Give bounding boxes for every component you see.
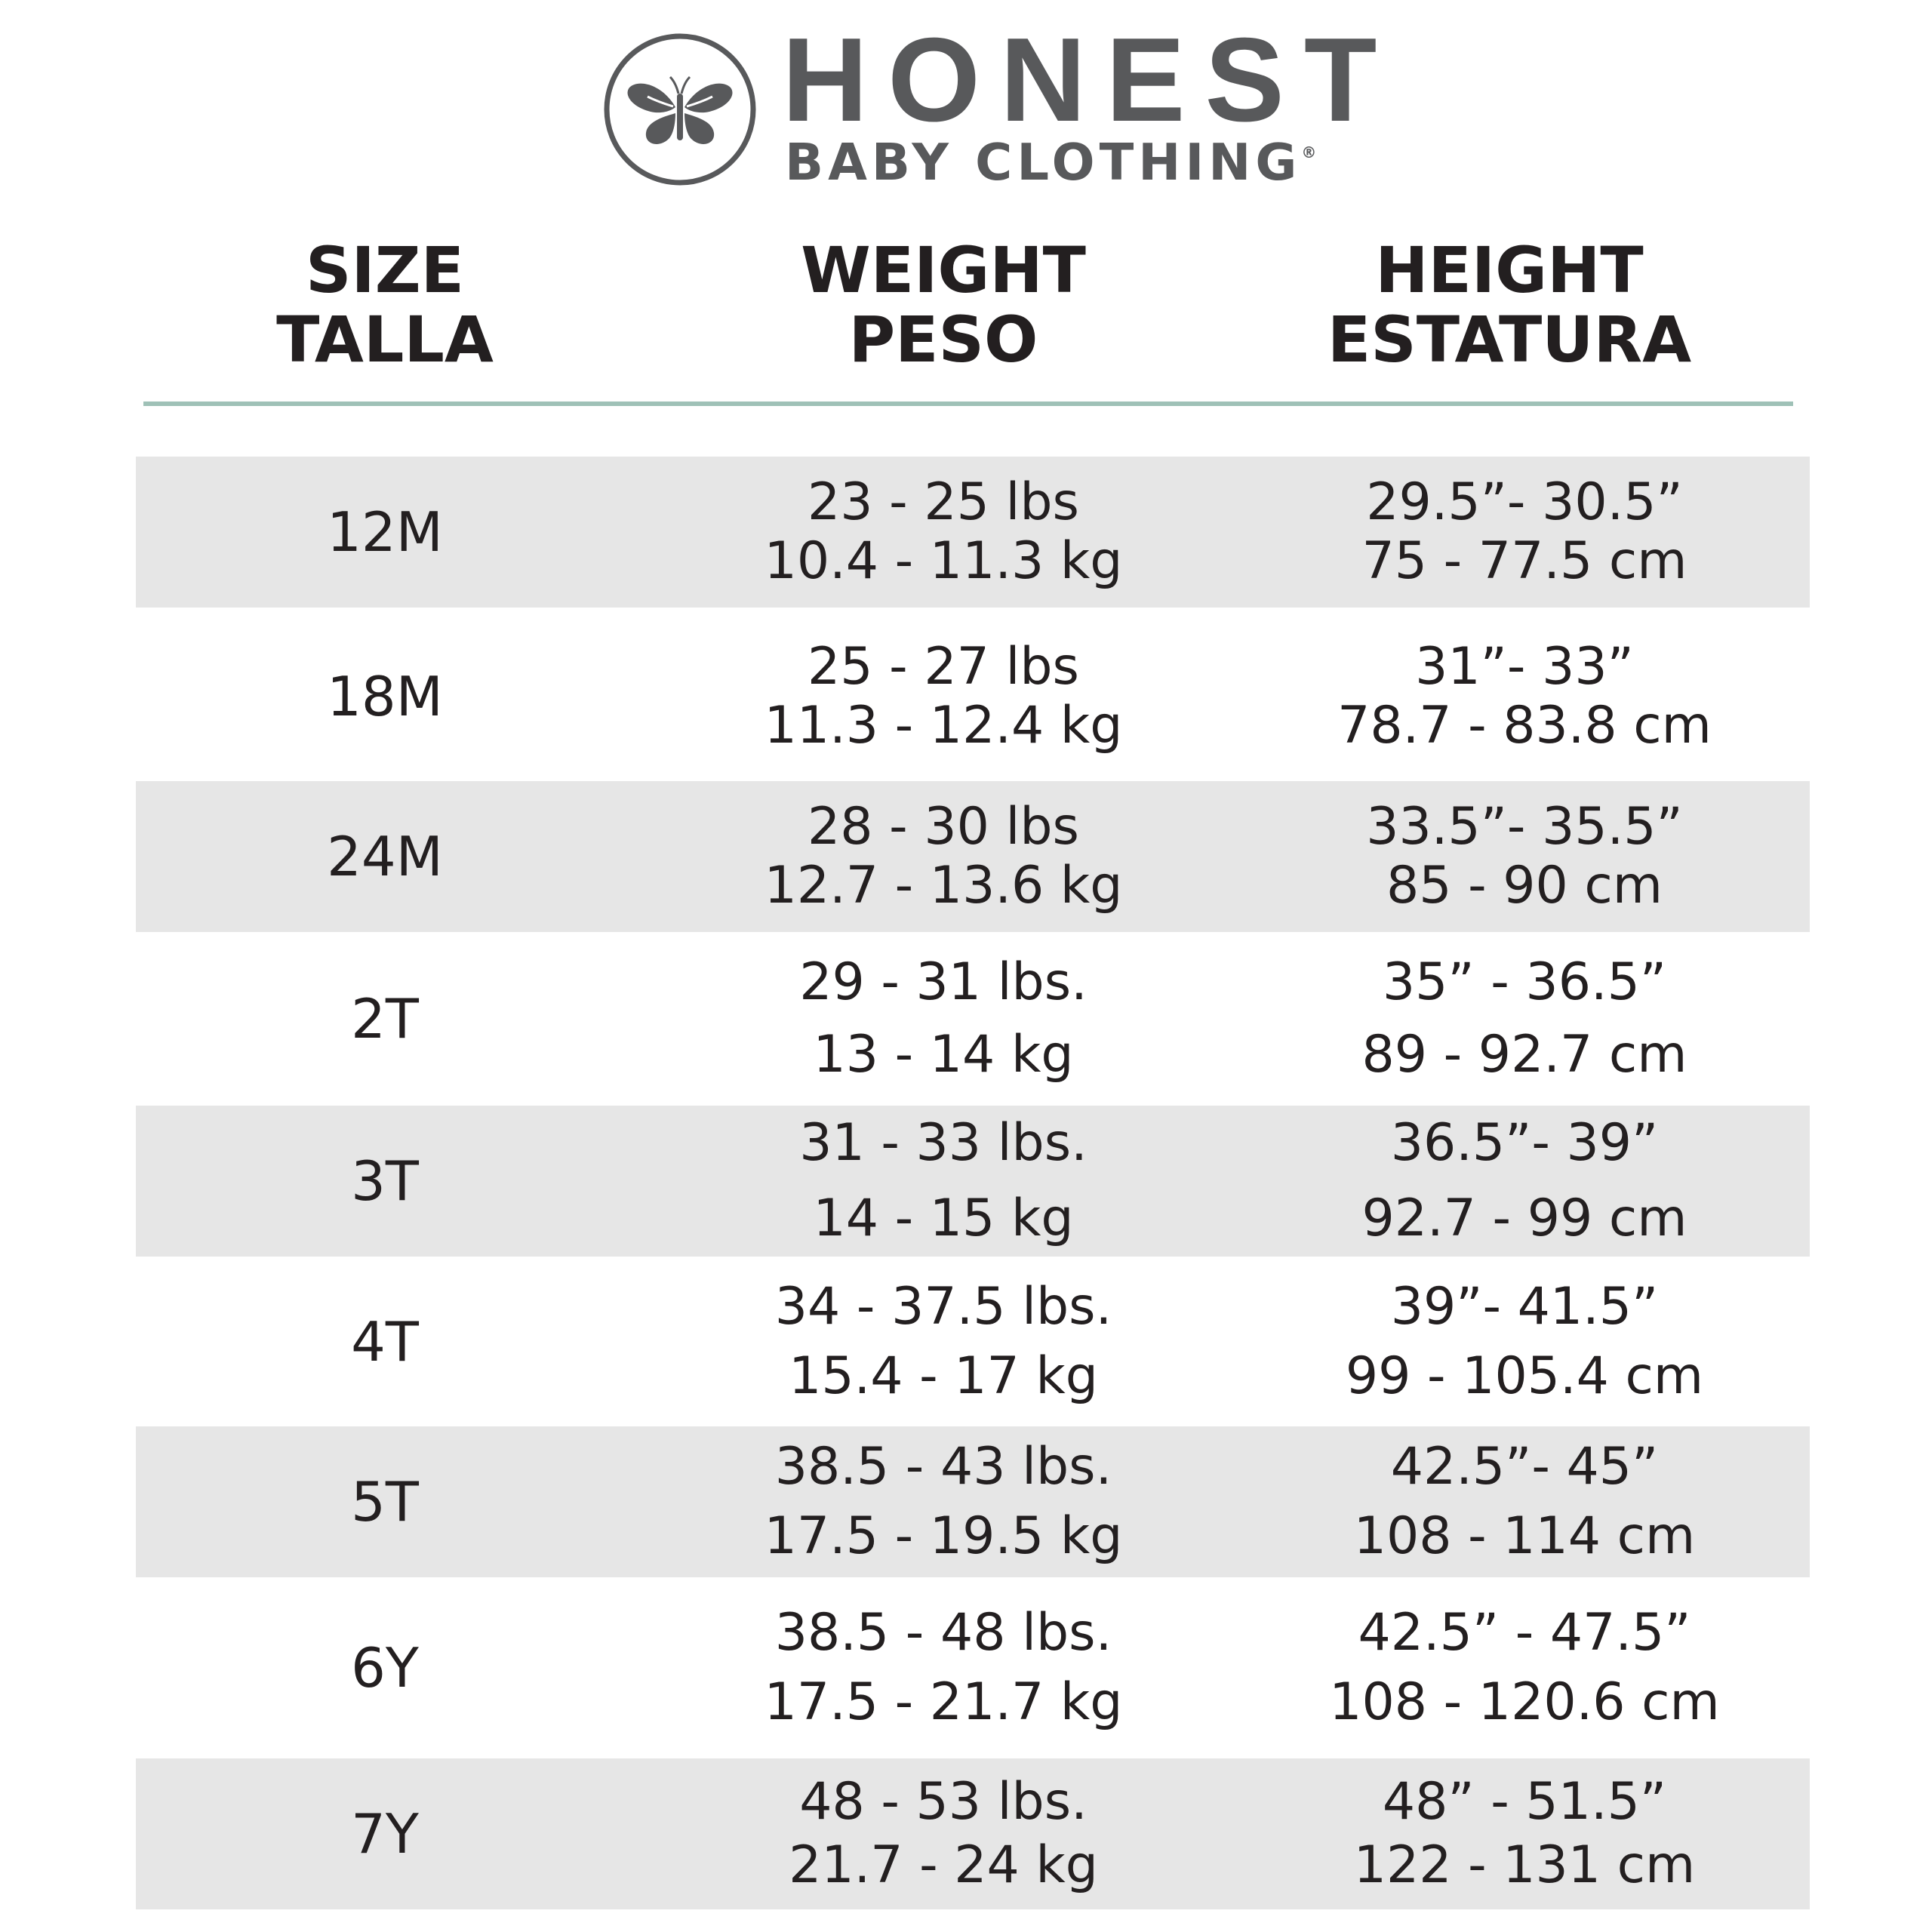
height-in: 31”- 33” [1415, 636, 1634, 697]
brand-subtitle [785, 133, 1316, 192]
weight-lbs: 38.5 - 43 lbs. [774, 1437, 1112, 1497]
weight-lbs: 38.5 - 48 lbs. [774, 1603, 1112, 1663]
weight-kg: 14 - 15 kg [813, 1189, 1074, 1248]
size-value: 12M [327, 500, 443, 564]
weight-cell [747, 1577, 1140, 1758]
height-cell [1298, 457, 1751, 608]
weight-cell [747, 1758, 1140, 1909]
height-cm: 89 - 92.7 cm [1361, 1025, 1687, 1084]
weight-kg: 10.4 - 11.3 kg [764, 531, 1123, 591]
height-cell [1298, 932, 1751, 1106]
height-cm: 75 - 77.5 cm [1361, 531, 1687, 591]
size-cell [189, 1257, 581, 1426]
weight-cell [747, 1106, 1140, 1257]
size-cell [189, 1577, 581, 1758]
table-row [136, 619, 1810, 774]
header-size [189, 233, 581, 377]
size-value: 2T [351, 987, 419, 1051]
weight-lbs: 28 - 30 lbs [808, 797, 1079, 857]
height-cm: 108 - 120.6 cm [1329, 1672, 1720, 1732]
size-value: 7Y [351, 1802, 419, 1866]
height-in: 29.5”- 30.5” [1366, 472, 1683, 532]
header-weight [747, 233, 1140, 377]
table-row [136, 1257, 1810, 1426]
height-in: 35” - 36.5” [1382, 952, 1667, 1012]
size-cell [189, 1426, 581, 1577]
weight-lbs: 23 - 25 lbs [808, 472, 1079, 532]
weight-kg: 15.4 - 17 kg [789, 1346, 1098, 1406]
height-cm: 99 - 105.4 cm [1345, 1346, 1704, 1406]
height-cell [1298, 1758, 1751, 1909]
table-row [136, 932, 1810, 1106]
weight-kg: 13 - 14 kg [813, 1025, 1074, 1084]
weight-kg: 21.7 - 24 kg [789, 1835, 1098, 1895]
table-row [136, 781, 1810, 932]
size-cell [189, 1106, 581, 1257]
header-weight-en: WEIGHT [801, 233, 1086, 307]
height-cm: 122 - 131 cm [1353, 1835, 1696, 1895]
table-header [0, 235, 1932, 386]
height-cell [1298, 1577, 1751, 1758]
weight-cell [747, 781, 1140, 932]
size-value: 6Y [351, 1636, 419, 1700]
table-row [136, 1106, 1810, 1257]
height-cell [1298, 1257, 1751, 1426]
weight-cell [747, 1257, 1140, 1426]
table-row [136, 1758, 1810, 1909]
weight-kg: 17.5 - 19.5 kg [764, 1506, 1123, 1566]
weight-kg: 11.3 - 12.4 kg [764, 695, 1123, 755]
size-value: 18M [327, 664, 443, 728]
height-cell [1298, 781, 1751, 932]
height-cm: 78.7 - 83.8 cm [1337, 695, 1712, 755]
height-in: 42.5” - 47.5” [1358, 1603, 1691, 1663]
weight-kg: 17.5 - 21.7 kg [764, 1672, 1123, 1732]
table-row [136, 1426, 1810, 1577]
weight-cell [747, 932, 1140, 1106]
weight-cell [747, 619, 1140, 774]
size-cell [189, 781, 581, 932]
size-value: 5T [351, 1470, 419, 1534]
header-height-es: ESTATURA [1327, 303, 1692, 377]
header-height-en: HEIGHT [1375, 233, 1644, 307]
butterfly-icon [602, 32, 758, 187]
table-row [136, 457, 1810, 608]
weight-kg: 12.7 - 13.6 kg [764, 856, 1123, 915]
height-cm: 92.7 - 99 cm [1361, 1189, 1687, 1248]
header-divider [143, 401, 1793, 406]
weight-lbs: 48 - 53 lbs. [799, 1772, 1088, 1832]
size-value: 4T [351, 1309, 419, 1374]
height-in: 36.5”- 39” [1390, 1113, 1659, 1173]
header-height [1298, 233, 1721, 377]
size-cell [189, 457, 581, 608]
height-cell [1298, 619, 1751, 774]
header-size-en: SIZE [305, 233, 465, 307]
weight-lbs: 31 - 33 lbs. [799, 1113, 1088, 1173]
weight-lbs: 29 - 31 lbs. [799, 952, 1088, 1012]
height-cell [1298, 1426, 1751, 1577]
table-row [136, 1577, 1810, 1758]
weight-cell [747, 1426, 1140, 1577]
height-in: 33.5”- 35.5” [1366, 797, 1683, 857]
size-value: 24M [327, 825, 443, 888]
size-value: 3T [351, 1149, 419, 1213]
weight-cell [747, 457, 1140, 608]
weight-lbs: 25 - 27 lbs [808, 636, 1079, 697]
height-cell [1298, 1106, 1751, 1257]
brand-name: HONEST [782, 14, 1397, 146]
height-in: 48” - 51.5” [1382, 1772, 1667, 1832]
height-in: 42.5”- 45” [1390, 1437, 1659, 1497]
size-cell [189, 619, 581, 774]
brand-subtitle-text: BABY CLOTHING [785, 133, 1302, 192]
height-cm: 108 - 114 cm [1353, 1506, 1696, 1566]
header-size-es: TALLA [276, 303, 494, 377]
registered-mark: ® [1301, 143, 1317, 162]
size-cell [189, 1758, 581, 1909]
height-cm: 85 - 90 cm [1386, 856, 1663, 915]
header-weight-es: PESO [848, 303, 1038, 377]
brand-logo [602, 14, 1397, 198]
weight-lbs: 34 - 37.5 lbs. [774, 1276, 1112, 1337]
size-cell [189, 932, 581, 1106]
height-in: 39”- 41.5” [1390, 1276, 1659, 1337]
